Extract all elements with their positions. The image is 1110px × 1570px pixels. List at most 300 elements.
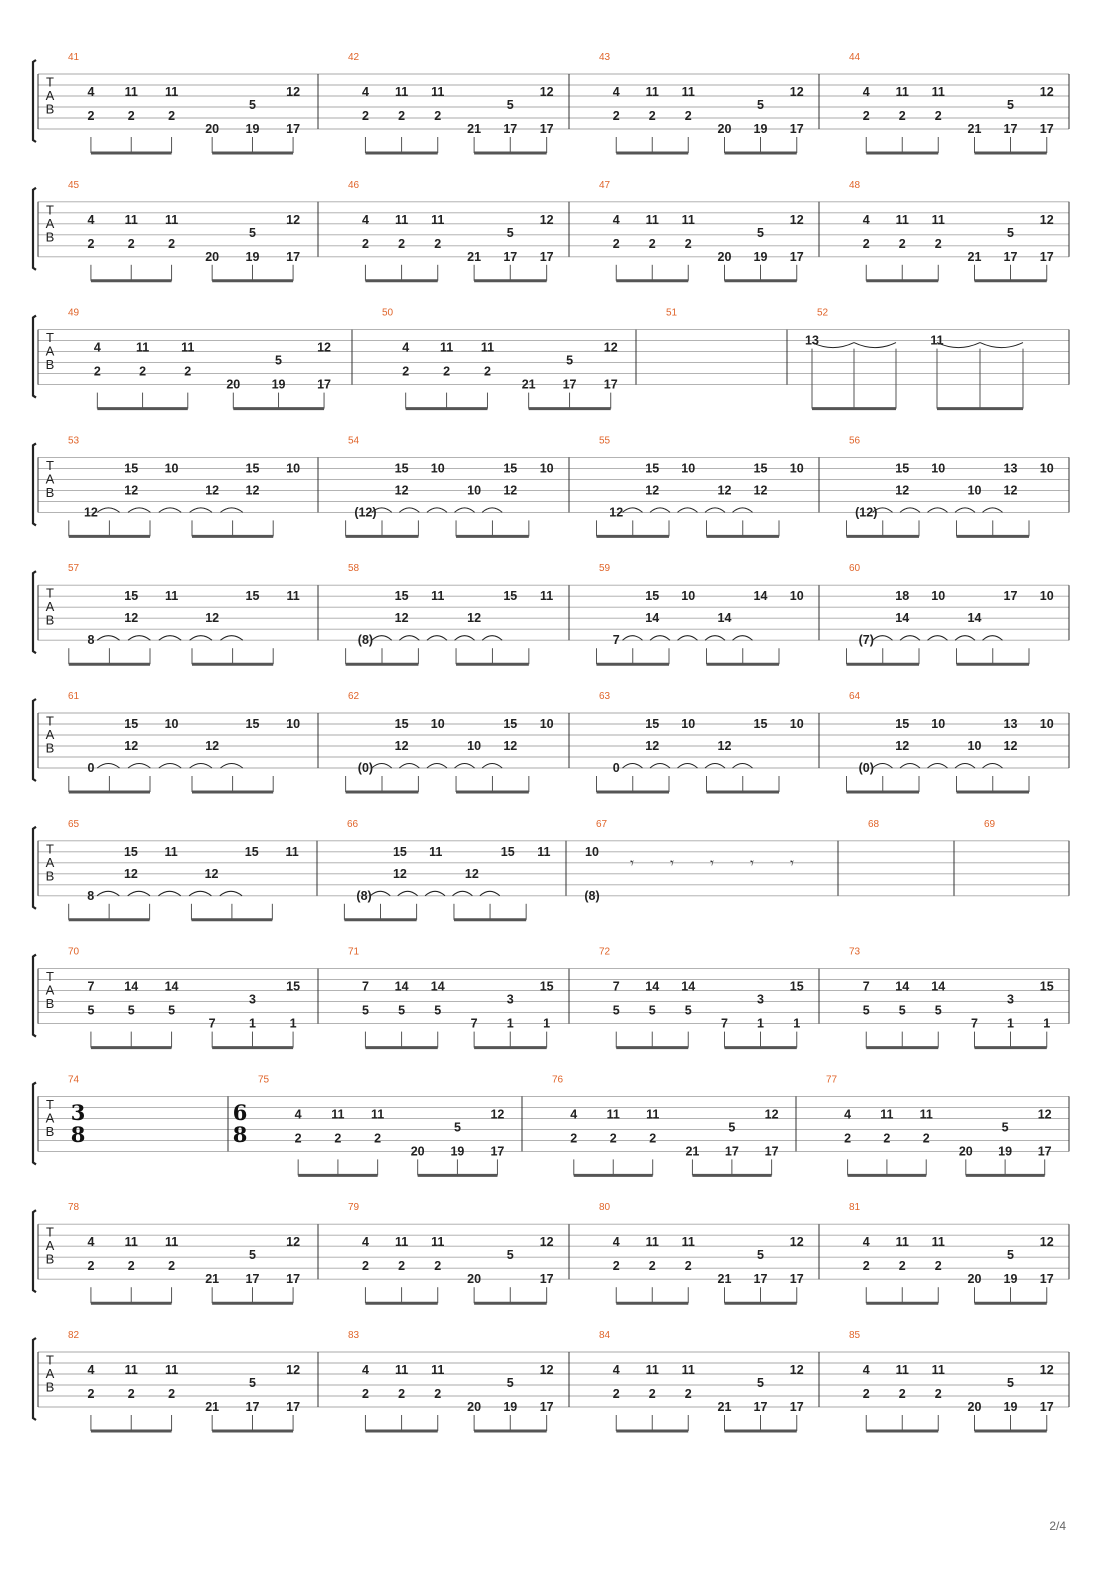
fret-number: 12: [603, 340, 618, 355]
slur: [97, 891, 119, 896]
fret-number: 10: [539, 717, 554, 731]
measure-number: 54: [348, 435, 360, 447]
fret-number: 10: [931, 461, 946, 476]
measure: [984, 819, 996, 830]
fret-number: 5: [757, 225, 764, 240]
slur: [873, 764, 893, 769]
tab-clef-letter: B: [45, 357, 55, 373]
fret-number: 15: [503, 717, 518, 731]
measure-number: 58: [348, 563, 360, 575]
fret-number: 5: [898, 1003, 906, 1018]
fret-number: 2: [87, 1387, 95, 1401]
fret-number: 2: [934, 109, 942, 123]
fret-number: 2: [612, 1259, 620, 1274]
fret-number: 4: [93, 340, 101, 355]
fret-number: 2: [434, 1259, 442, 1274]
measure: [666, 308, 678, 319]
tab-clef-letter: A: [45, 471, 55, 487]
fret-number: 2: [844, 1131, 852, 1146]
fret-number: 20: [226, 377, 241, 392]
fret-number: 17: [1039, 1272, 1054, 1287]
fret-number: 10: [1039, 461, 1054, 476]
measure: [599, 1202, 804, 1303]
tab-system: [33, 435, 1069, 536]
fret-number: 2: [361, 1259, 369, 1274]
fret-number: 2: [434, 1387, 442, 1401]
fret-number: 21: [205, 1400, 220, 1414]
tab-clef-letter: T: [46, 74, 54, 90]
fret-number: 1: [506, 1016, 514, 1031]
fret-number: 15: [895, 717, 910, 731]
measure: [348, 52, 554, 153]
fret-number: (7): [858, 633, 874, 648]
slur: [128, 764, 150, 769]
fret-number: 10: [539, 461, 554, 476]
fret-number: 12: [124, 611, 139, 626]
slur: [370, 891, 390, 896]
tab-system: [33, 819, 1069, 920]
measure-number: 78: [68, 1202, 80, 1214]
fret-number: 2: [374, 1131, 382, 1146]
system-bracket: [33, 827, 36, 909]
fret-number: 12: [789, 85, 804, 99]
fret-number: 15: [392, 844, 407, 859]
measure-number: 64: [849, 691, 861, 702]
fret-number: 4: [862, 1363, 870, 1377]
measure: [68, 1074, 85, 1147]
slur: [455, 636, 475, 641]
fret-number: 2: [898, 236, 906, 251]
fret-number: 12: [83, 505, 98, 520]
system-bracket: [33, 188, 36, 270]
fret-number: 14: [931, 979, 946, 994]
fret-number: (8): [356, 888, 372, 903]
page-number: 2/4: [1049, 1519, 1066, 1533]
fret-number: 4: [612, 85, 620, 99]
measure: [68, 947, 300, 1048]
fret-number: 17: [1039, 249, 1054, 264]
fret-number: 11: [431, 1235, 445, 1250]
slur: [97, 764, 119, 769]
fret-number: 2: [898, 1387, 906, 1401]
fret-number: 15: [394, 717, 409, 731]
system-bracket: [33, 955, 36, 1037]
fret-number: 1: [757, 1016, 764, 1031]
tab-clef-letter: B: [45, 740, 55, 756]
fret-number: 2: [87, 236, 95, 251]
fret-number: 17: [1003, 122, 1018, 136]
fret-number: 13: [805, 333, 819, 348]
fret-number: 11: [537, 844, 551, 859]
fret-number: 2: [168, 236, 176, 251]
fret-number: 11: [164, 85, 179, 99]
measure: [348, 1330, 554, 1431]
fret-number: 11: [124, 1363, 138, 1377]
measure-number: 76: [552, 1074, 564, 1086]
measure: [68, 308, 331, 409]
tab-clef-letter: A: [45, 88, 55, 103]
fret-number: 21: [967, 249, 982, 264]
fret-number: 2: [862, 1387, 870, 1401]
fret-number: 2: [184, 364, 192, 379]
fret-number: 5: [1007, 1376, 1014, 1390]
fret-number: 7: [361, 979, 369, 994]
fret-number: 5: [361, 1003, 369, 1018]
tab-system: [33, 180, 1069, 281]
fret-number: (12): [855, 505, 878, 520]
fret-number: 5: [757, 1376, 764, 1390]
tab-system: [33, 691, 1069, 792]
fret-number: 17: [503, 249, 518, 264]
fret-number: 2: [648, 236, 656, 251]
fret-number: (12): [354, 505, 377, 520]
fret-number: 5: [728, 1120, 736, 1135]
fret-number: 12: [1003, 739, 1018, 753]
tab-clef-letter: T: [46, 1352, 54, 1368]
fret-number: 5: [168, 1003, 176, 1018]
measure-number: 42: [348, 52, 360, 63]
measure: [849, 1202, 1054, 1303]
fret-number: 12: [539, 85, 554, 99]
fret-number: 12: [467, 611, 482, 626]
fret-number: 20: [467, 1400, 482, 1414]
fret-number: 1: [1043, 1016, 1051, 1031]
fret-number: 11: [645, 85, 659, 99]
measure-number: 72: [599, 946, 611, 958]
measure: [346, 435, 554, 536]
fret-number: 12: [394, 483, 409, 498]
fret-number: 17: [286, 1400, 301, 1414]
slur: [623, 764, 643, 769]
fret-number: 8: [87, 633, 95, 648]
slur: [190, 508, 212, 513]
tab-clef-letter: B: [45, 612, 55, 628]
fret-number: 19: [753, 122, 768, 136]
slur: [159, 636, 181, 641]
measure: [849, 947, 1054, 1048]
fret-number: 12: [717, 739, 732, 753]
measure: [599, 52, 804, 153]
fret-number: 15: [753, 717, 768, 731]
fret-number: 21: [205, 1272, 220, 1287]
slur: [399, 508, 419, 513]
fret-number: 12: [895, 739, 910, 753]
fret-number: 4: [294, 1107, 302, 1122]
fret-number: 15: [124, 717, 139, 731]
measure: [348, 180, 554, 281]
tab-clef-letter: A: [45, 1366, 55, 1381]
fret-number: 12: [1039, 85, 1054, 99]
tab-clef-letter: T: [46, 202, 54, 218]
measure-number: 79: [348, 1202, 360, 1214]
fret-number: 4: [87, 85, 95, 99]
fret-number: 14: [394, 979, 409, 994]
fret-number: 2: [434, 236, 442, 251]
fret-number: 5: [934, 1003, 942, 1018]
fret-number: 15: [245, 717, 260, 731]
fret-number: 12: [1039, 1363, 1054, 1377]
tab-clef-letter: B: [45, 1251, 55, 1267]
measure: [68, 1202, 300, 1303]
fret-number: 15: [394, 589, 409, 604]
measure: [348, 1202, 554, 1303]
fret-number: 10: [430, 461, 445, 476]
measure-number: 47: [599, 179, 611, 191]
fret-number: 12: [1037, 1107, 1052, 1122]
fret-number: 11: [394, 1235, 409, 1250]
fret-number: 2: [609, 1131, 617, 1146]
tab-clef-letter: A: [45, 215, 55, 231]
fret-number: 5: [648, 1003, 656, 1018]
fret-number: 11: [880, 1107, 894, 1122]
tab-clef-letter: B: [45, 1379, 55, 1395]
fret-number: 1: [543, 1016, 551, 1031]
tab-system: [33, 52, 1069, 153]
tab-system: [33, 1330, 1069, 1431]
fret-number: 4: [612, 1235, 620, 1250]
measure-number: 80: [599, 1202, 611, 1214]
fret-number: 3: [1007, 992, 1014, 1007]
fret-number: 11: [135, 340, 150, 355]
slur: [955, 508, 975, 513]
fret-number: 5: [566, 353, 574, 368]
slur: [983, 764, 1003, 769]
slur: [900, 636, 920, 641]
fret-number: 12: [286, 1363, 301, 1377]
fret-number: 5: [684, 1003, 692, 1018]
fret-number: 10: [286, 717, 301, 731]
measure-number: 57: [68, 563, 80, 575]
slur: [900, 764, 920, 769]
fret-number: 10: [286, 461, 301, 476]
slur: [190, 636, 212, 641]
fret-number: 12: [539, 1363, 554, 1377]
fret-number: 11: [431, 85, 445, 99]
fret-number: 11: [895, 212, 909, 227]
fret-number: 5: [249, 1248, 256, 1263]
fret-number: 12: [286, 1235, 301, 1250]
fret-number: 19: [1003, 1272, 1018, 1287]
slur: [399, 636, 419, 641]
slur: [220, 508, 242, 513]
fret-number: 15: [539, 979, 554, 994]
fret-number: 11: [931, 212, 945, 227]
fret-number: 2: [684, 109, 692, 123]
fret-number: 19: [503, 1400, 518, 1414]
fret-number: 20: [967, 1272, 982, 1287]
measure-number: 51: [666, 307, 678, 319]
fret-number: 11: [895, 1363, 909, 1377]
slur: [480, 891, 500, 896]
fret-number: 5: [757, 98, 764, 112]
measure-number: 44: [849, 52, 861, 63]
fret-number: 5: [1001, 1120, 1009, 1135]
slur: [983, 636, 1003, 641]
fret-number: 11: [681, 1235, 695, 1250]
fret-number: 12: [245, 483, 260, 498]
slur: [455, 508, 475, 513]
fret-number: 17: [539, 122, 554, 136]
measure: [849, 1330, 1054, 1431]
slur: [650, 636, 670, 641]
measure-number: 46: [348, 179, 360, 191]
fret-number: 11: [431, 589, 445, 604]
fret-number: 2: [334, 1131, 342, 1146]
fret-number: 15: [1039, 979, 1054, 994]
tab-clef-letter: T: [46, 330, 54, 346]
slur: [159, 764, 181, 769]
measure: [346, 563, 554, 664]
measure: [344, 819, 550, 920]
measure-number: 62: [348, 691, 360, 702]
fret-number: 5: [249, 1376, 256, 1390]
measure-number: 69: [984, 818, 996, 830]
measure-number: 41: [68, 52, 80, 63]
fret-number: 10: [931, 717, 946, 731]
fret-number: 11: [286, 589, 300, 604]
fret-number: 2: [168, 1387, 176, 1401]
fret-number: 11: [371, 1107, 385, 1122]
measure-number: 60: [849, 563, 861, 575]
eighth-rest: 𝄾: [710, 853, 714, 872]
fret-number: 11: [540, 589, 554, 604]
fret-number: 17: [490, 1144, 505, 1159]
time-signature-bottom: 8: [232, 1121, 248, 1147]
tab-clef-letter: A: [45, 343, 55, 359]
fret-number: 2: [862, 109, 870, 123]
measure-number: 68: [868, 818, 880, 830]
fret-number: 15: [244, 844, 259, 859]
fret-number: 10: [1039, 717, 1054, 731]
measure: [868, 819, 880, 830]
fret-number: 10: [789, 717, 804, 731]
slur: [128, 636, 150, 641]
fret-number: 10: [681, 717, 696, 731]
fret-number: 2: [648, 1259, 656, 1274]
fret-number: 2: [648, 1387, 656, 1401]
fret-number: 11: [164, 589, 179, 604]
fret-number: 21: [685, 1144, 700, 1159]
fret-number: 10: [1039, 589, 1054, 604]
fret-number: 17: [789, 249, 804, 264]
measure: [382, 308, 618, 409]
measure-number: 45: [68, 179, 80, 191]
time-signature-bottom: 8: [70, 1121, 86, 1147]
tie: [980, 343, 1023, 348]
fret-number: 15: [286, 979, 301, 994]
system-bracket: [33, 1210, 36, 1292]
system-bracket: [33, 699, 36, 781]
fret-number: 2: [649, 1131, 657, 1146]
slur: [955, 636, 975, 641]
fret-number: 2: [612, 109, 620, 123]
fret-number: 11: [164, 1235, 179, 1250]
fret-number: 14: [895, 979, 910, 994]
fret-number: 21: [467, 249, 482, 264]
fret-number: 12: [789, 212, 804, 227]
fret-number: 17: [1039, 122, 1054, 136]
fret-number: 5: [506, 98, 514, 112]
tab-system: [33, 947, 1069, 1048]
fret-number: 2: [570, 1131, 578, 1146]
fret-number: 2: [168, 109, 176, 123]
fret-number: 5: [249, 225, 256, 240]
fret-number: 14: [967, 611, 982, 626]
slur: [678, 508, 698, 513]
measure-number: 56: [849, 435, 861, 447]
fret-number: 11: [895, 85, 909, 99]
fret-number: 17: [562, 377, 577, 392]
slur: [455, 764, 475, 769]
slur: [427, 636, 447, 641]
fret-number: 2: [398, 109, 406, 123]
fret-number: 5: [1007, 98, 1014, 112]
fret-number: 11: [645, 1235, 659, 1250]
fret-number: 17: [603, 377, 618, 392]
fret-number: 2: [862, 236, 870, 251]
fret-number: 12: [503, 483, 518, 498]
fret-number: 12: [392, 866, 407, 881]
slur: [733, 636, 753, 641]
time-signature-top: 6: [232, 1099, 248, 1125]
fret-number: 17: [539, 1272, 554, 1287]
slur: [623, 508, 643, 513]
fret-number: 15: [895, 461, 910, 476]
tab-system: [33, 1074, 1069, 1175]
fret-number: 2: [127, 1259, 135, 1274]
fret-number: 19: [245, 122, 260, 136]
fret-number: 10: [967, 739, 982, 753]
measure: [599, 947, 804, 1048]
fret-number: 17: [286, 1272, 301, 1287]
fret-number: 2: [443, 364, 451, 379]
slur: [372, 636, 392, 641]
fret-number: 2: [398, 1387, 406, 1401]
fret-number: 14: [430, 979, 445, 994]
measure-number: 63: [599, 691, 611, 702]
fret-number: 7: [208, 1016, 216, 1031]
fret-number: 21: [967, 122, 982, 136]
tab-clef-letter: B: [45, 484, 55, 500]
fret-number: 21: [717, 1400, 732, 1414]
fret-number: 2: [934, 1387, 942, 1401]
fret-number: 2: [684, 1259, 692, 1274]
fret-number: 10: [681, 589, 696, 604]
fret-number: 4: [87, 1363, 95, 1377]
fret-number: 11: [681, 85, 695, 99]
slur: [427, 764, 447, 769]
fret-number: 21: [521, 377, 536, 392]
fret-number: 19: [998, 1144, 1013, 1159]
measure: [599, 180, 804, 281]
measure: [68, 819, 299, 920]
fret-number: 11: [124, 212, 138, 227]
fret-number: 4: [87, 212, 95, 227]
fret-number: 2: [127, 1387, 135, 1401]
fret-number: 11: [285, 844, 299, 859]
slur: [97, 508, 119, 513]
eighth-rest: 𝄾: [750, 853, 754, 872]
fret-number: 2: [398, 236, 406, 251]
measure: [552, 1074, 779, 1175]
fret-number: 11: [645, 1363, 659, 1377]
slur: [678, 636, 698, 641]
fret-number: 14: [645, 611, 660, 626]
fret-number: 2: [883, 1131, 891, 1146]
fret-number: 3: [249, 992, 256, 1007]
fret-number: 11: [124, 1235, 138, 1250]
fret-number: 5: [249, 98, 256, 112]
